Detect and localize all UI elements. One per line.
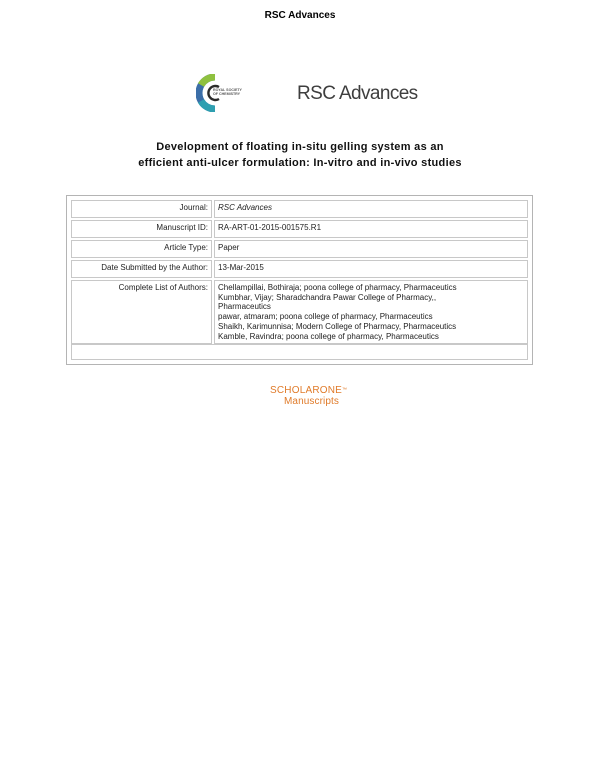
manuscript-id-label: Manuscript ID: — [71, 220, 212, 238]
journal-label: Journal: — [71, 200, 212, 218]
article-type-value: Paper — [214, 240, 528, 258]
title-line-1: Development of floating in-situ gelling system as an — [156, 141, 444, 153]
scholarone-brand-text: SCHOLARONE — [270, 385, 343, 396]
society-line: OF CHEMISTRY — [213, 92, 241, 96]
author-line: Pharmaceutics — [218, 302, 271, 312]
journal-logo — [196, 74, 426, 114]
paper-title — [0, 139, 600, 171]
date-submitted-value: 13-Mar-2015 — [214, 260, 528, 278]
table-row — [71, 260, 528, 278]
table-row — [71, 220, 528, 238]
manuscript-info-box — [66, 195, 533, 365]
trademark-symbol: ™ — [342, 387, 348, 393]
empty-table-row — [71, 344, 528, 360]
article-type-label: Article Type: — [71, 240, 212, 258]
manuscript-id-value: RA-ART-01-2015-001575.R1 — [214, 220, 528, 238]
scholarone-logo — [270, 385, 360, 407]
author-line: Kumbhar, Vijay; Sharadchandra Pawar College of Pharmacy,, — [218, 292, 437, 302]
table-row — [71, 240, 528, 258]
authors-label: Complete List of Authors: — [71, 280, 212, 344]
manuscript-info-table — [69, 198, 530, 346]
author-line: Shaikh, Karimunnisa; Modern College of Pharmacy, Pharmaceutics — [218, 321, 457, 331]
table-row — [71, 200, 528, 218]
table-row — [71, 280, 528, 344]
society-line: ROYAL SOCIETY — [213, 88, 242, 92]
title-line-2: efficient anti-ulcer formulation: In-vitro and in-vivo studies — [138, 157, 462, 169]
author-line: Kamble, Ravindra; poona college of pharmacy, Pharmaceutics — [218, 331, 439, 341]
scholarone-subtitle: Manuscripts — [284, 396, 340, 407]
scholarone-brand — [270, 385, 360, 396]
author-line: pawar, atmaram; poona college of pharmacy, Pharmaceutics — [218, 312, 433, 322]
society-name — [213, 88, 249, 96]
author-line: Chellampillai, Bothiraja; poona college of pharmacy, Pharmaceutics — [218, 283, 457, 292]
journal-value: RSC Advances — [214, 200, 528, 218]
running-header: RSC Advances — [264, 10, 336, 21]
date-submitted-label: Date Submitted by the Author: — [71, 260, 212, 278]
authors-value — [214, 280, 528, 344]
journal-logo-text: RSC Advances — [297, 83, 418, 104]
